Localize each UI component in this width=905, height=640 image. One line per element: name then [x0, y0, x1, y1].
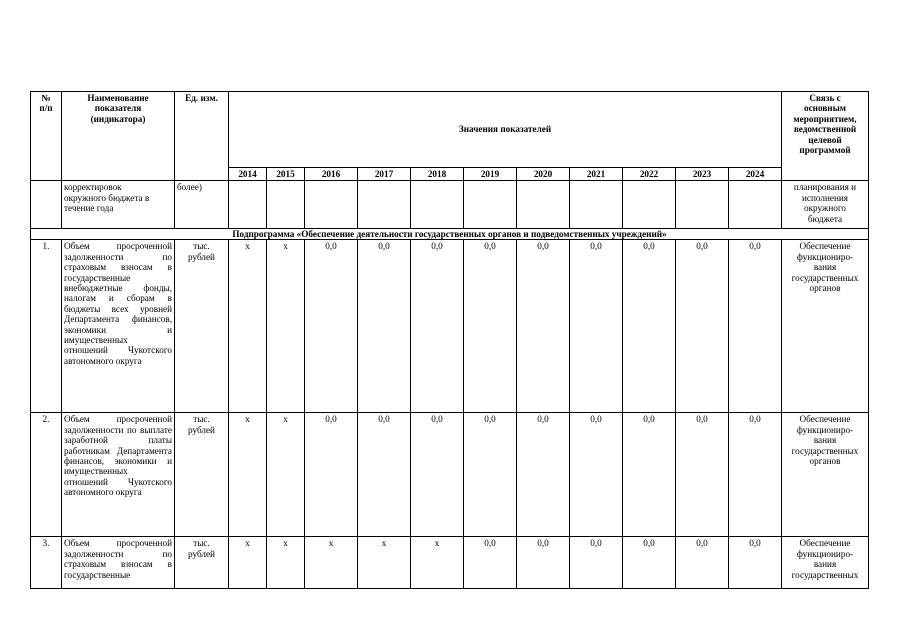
row-link: Обеспечение функциониро- вания государственных органов	[782, 413, 869, 537]
value-2023: 0,0	[676, 413, 729, 537]
value-2022: 0,0	[623, 537, 676, 589]
row-unit: тыс. рублей	[175, 413, 229, 537]
table-row	[31, 240, 869, 413]
row-name: Объем просроченной задолженности по страховым взносам в государственные внебюджетные фонды, налогам и сборам в бюджеты всех уровней Департамента финансов, экономики и имущественных отношений Чукотского автономного округа	[62, 240, 175, 413]
row-name: Объем просроченной задолженности по выплате заработной платы работникам Департамента финансов, экономики и имущественных отношений Чукотского автономного округа	[62, 413, 175, 537]
value-2015: х	[267, 413, 305, 537]
value-2023: 0,0	[676, 537, 729, 589]
row-name: Объем просроченной задолженности по страховым взносам в государственные	[62, 537, 175, 589]
year-2020: 2020	[517, 168, 570, 181]
value-2023: 0,0	[676, 240, 729, 413]
year-2023: 2023	[676, 168, 729, 181]
value-2024: 0,0	[729, 240, 782, 413]
value-2022: 0,0	[623, 240, 676, 413]
value-2021: 0,0	[570, 240, 623, 413]
value-2021: 0,0	[570, 537, 623, 589]
row-unit: тыс. рублей	[175, 240, 229, 413]
value-2018: 0,0	[411, 413, 464, 537]
year-2021: 2021	[570, 168, 623, 181]
header-link: Связь с основным мероприятием, ведомственной целевой программой	[782, 92, 869, 181]
year-2014: 2014	[229, 168, 267, 181]
year-2015: 2015	[267, 168, 305, 181]
value-2024: 0,0	[729, 537, 782, 589]
value-2018: 0,0	[411, 240, 464, 413]
value-2022: 0,0	[623, 413, 676, 537]
year-2019: 2019	[464, 168, 517, 181]
value-2015: х	[267, 537, 305, 589]
indicators-table	[30, 91, 869, 589]
value-2016: х	[305, 537, 358, 589]
value-2017: 0,0	[358, 413, 411, 537]
table-row	[31, 537, 869, 589]
value-2016: 0,0	[305, 413, 358, 537]
year-2017: 2017	[358, 168, 411, 181]
value-2020: 0,0	[517, 240, 570, 413]
row-link: Обеспечение функциониро- вания государственных органов	[782, 240, 869, 413]
year-2024: 2024	[729, 168, 782, 181]
header-unit: Ед. изм.	[175, 92, 229, 181]
table-row	[31, 413, 869, 537]
value-2024: 0,0	[729, 413, 782, 537]
value-2020: 0,0	[517, 413, 570, 537]
row-num: 3.	[31, 537, 62, 589]
subprogram-title: Подпрограмма «Обеспечение деятельности государственных органов и подведомственных учреждений»	[31, 229, 869, 240]
cont-unit: более)	[175, 181, 229, 229]
continued-row	[31, 181, 869, 229]
header-name: Наименование показателя (индикатора)	[62, 92, 175, 181]
header-num: № п/п	[31, 92, 62, 181]
value-2018: х	[411, 537, 464, 589]
cont-name: корректировок окружного бюджета в течение года	[62, 181, 175, 229]
value-2020: 0,0	[517, 537, 570, 589]
value-2014: х	[229, 413, 267, 537]
value-2019: 0,0	[464, 413, 517, 537]
value-2017: х	[358, 537, 411, 589]
value-2014: х	[229, 537, 267, 589]
row-link: Обеспечение функциониро- вания государственных	[782, 537, 869, 589]
cont-num	[31, 181, 62, 229]
year-2016: 2016	[305, 168, 358, 181]
row-unit: тыс. рублей	[175, 537, 229, 589]
value-2021: 0,0	[570, 413, 623, 537]
cont-link: планирования и исполнения окружного бюджета	[782, 181, 869, 229]
row-num: 2.	[31, 413, 62, 537]
value-2019: 0,0	[464, 240, 517, 413]
value-2019: 0,0	[464, 537, 517, 589]
value-2014: х	[229, 240, 267, 413]
header-values: Значения показателей	[229, 92, 782, 168]
row-num: 1.	[31, 240, 62, 413]
value-2016: 0,0	[305, 240, 358, 413]
value-2015: х	[267, 240, 305, 413]
year-2022: 2022	[623, 168, 676, 181]
value-2017: 0,0	[358, 240, 411, 413]
year-2018: 2018	[411, 168, 464, 181]
